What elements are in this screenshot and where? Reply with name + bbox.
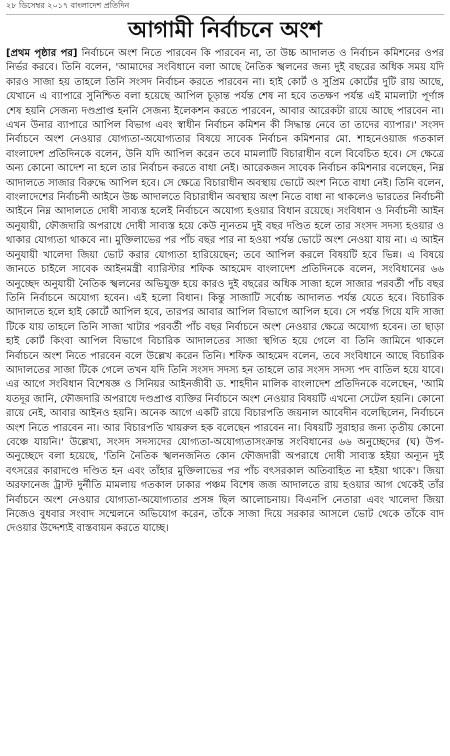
page-topline: ২৮ ডিসেম্বর ২০১৭ বাংলাদেশ প্রতিদিন — [6, 0, 444, 15]
continuation-marker: [প্রথম পৃষ্ঠার পর] — [6, 48, 78, 59]
article-body — [6, 47, 444, 753]
article-text: নির্বাচনে অংশ নিতে পারবেন কি পারবেন না, তা উচ্চ আদালত ও নির্বাচন কমিশনের ওপর নির্ভর করবে। তিনি বলেন, 'আমাদের সংবিধানে বলা আছে নৈতিক স্খলনের জন্য দুই বছরের অধিক সময় যদি কারও সাজা হয় তাহলে তিনি সংসদ নির্বাচন করতে পারবেন না। হাই কোর্ট ও সুপ্রিম কোর্টের দুটি রায় আছে, যেখানে এ ব্যাপারে সুনিশ্চিত বলা হয়েছে আপিল চূড়ান্ত পর্যন্ত শেষ না হবে ততক্ষণ পর্যন্ত এই মামলাটা পূর্ণাঙ্গ শেষ হয়নি সেজন্য দণ্ডপ্রাপ্ত হননি সেজন্য ইলেকশন করতে পারবেন, আবার আরেকটা রায়ে আছে পারবেন না। এখন উনার ব্যাপারে আপিল বিভাগ এবং স্বাধীন নির্বাচন কমিশন কী সিদ্ধান্ত নেবে তা তাদের ব্যাপার।' সংসদ নির্বাচনে অংশ নেওয়ার যোগ্যতা-অযোগ্যতার বিষয়ে সাবেক নির্বাচন কমিশনার মো. শাহনেওয়াজ গতকাল বাংলাদেশ প্রতিদিনকে বলেন, উনি যদি আপিল করেন তবে মামলাটি বিচারাধীন বলে বিবেচিত হবে। সে ক্ষেত্রে অন্য কোনো আদেশ না হলে তার নির্বাচন করতে বাধা নেই। আরেকজন সাবেক নির্বাচন কমিশনার বলেছেন, নিম্ন আদালতে সাজার বিরুদ্ধে আপিল হবে। সে ক্ষেত্রে বিচারাধীন অবস্থায় ভোটে অংশ নিতে বাধা নেই। তিনি বলেন, বাংলাদেশের নির্বাচনী আইনে উচ্চ আদালতে বিচারাধীন অবস্থায় অংশ নিতে বাধা না থাকলেও ভারতের নির্বাচনী আইনে নিম্ন আদালতে দোষী সাব্যস্ত হলেই নির্বাচনে অযোগ্য হওয়ার বিধান রয়েছে। সংবিধান ও নির্বাচনী আইন অনুযায়ী, ফৌজদারি অপরাধে দোষী সাব্যস্ত হয়ে কেউ ন্যূনতম দুই বছর দণ্ডিত হলে তার সংসদ সদস্য হওয়ার ও থাকার যোগ্যতা থাকবে না। মুক্তিলাভের পর পাঁচ বছর পার না হওয়া পর্যন্ত ভোটে অংশ নেওয়া যায় না। এ আইন অনুযায়ী খালেদা জিয়া ভোট করার যোগ্যতা হারিয়েছেন; তবে আপিল করলে বিষয়টি হবে ভিন্ন। এ বিষয়ে জানতে চাইলে সাবেক আইনমন্ত্রী ব্যারিস্টার শফিক আহমেদ বাংলাদেশ প্রতিদিনকে বলেন, সংবিধানের ৬৬ অনুচ্ছেদ অনুযায়ী নৈতিক স্খলনের অভিযুক্ত হয়ে কারও দুই বছরের অধিক সাজা হলে সাজার পরবর্তী পাঁচ বছর তিনি নির্বাচনে অযোগ্য হবেন। এই হলো বিধান। কিন্তু সাজাটি সর্বোচ্চ আদালত পর্যন্ত যেতে হবে। বিচারিক আদালতে হলে হাই কোর্টে আপিল হবে, তারপর আবার আপিল বিভাগে আপিল হবে। সে পর্যন্ত গিয়ে যদি সাজা টিকে যায় তাহলে তিনি সাজা খাটার পরবর্তী পাঁচ বছর নির্বাচনে অংশ নেওয়ার ক্ষেত্রে অযোগ্য হবেন। তা ছাড়া হাই কোর্ট কিংবা আপিল বিভাগে বিচারিক আদালতের সাজা স্থগিত হয়ে গেলে বা তিনি জামিনে থাকলে নির্বাচনে অংশ নিতে পারবেন বলে উল্লেখ করেন তিনি। শফিক আহমেদ বলেন, তবে সংবিধানে আছে বিচারিক আদালতের সাজা টিকে গেলে তখন যদি তিনি সংসদ সদস্য হন তাহলে তার সংসদ সদস্য পদ বাতিল হয়ে যাবে। এর আগে সংবিধান বিশেষজ্ঞ ও সিনিয়র আইনজীবী ড. শাহদীন মালিক বাংলাদেশ প্রতিদিনকে বলেছেন, 'আমি যতদূর জানি, ফৌজদারি অপরাধে দণ্ডপ্রাপ্ত ব্যক্তির নির্বাচনে অংশ নেওয়ার বিষয়টি এখনো সেটেল হয়নি। কোনো রায়ে নেই, আবার আইনও হয়নি। অনেক আগে একটি রায়ে বিচারপতি জয়নাল আবেদীন বলেছিলেন, নির্বাচনে অংশ নিতে পারবেন না। আর বিচারপতি খায়রুল হক বলেছেন পারবেন না। বিষয়টি সুরাহার জন্য তৃতীয় কোনো বেঞ্চে যায়নি।' উল্লেখ্য, সংসদ সদস্যদের যোগ্যতা-অযোগ্যতাসংক্রান্ত সংবিধানের ৬৬ অনুচ্ছেদের (ঘ) উপ-অনুচ্ছেদে বলা হয়েছে, 'তিনি নৈতিক স্খলনজনিত কোন ফৌজদারী অপরাধে দোষী সাব্যস্ত হইয়া অন্যূন দুই বৎসরের কারাদণ্ডে দণ্ডিত হন এবং তাঁহার মুক্তিলাভের পর পাঁচ বৎসরকাল অতিবাহিত না হইয়া থাকে'। জিয়া অরফানেজ ট্রাস্ট দুর্নীতি মামলায় গতকাল ঢাকার পঞ্চম বিশেষ জজ আদালতে রায় হওয়ার আগ থেকেই তাঁর নির্বাচনে অংশ নেওয়ার যোগ্যতা-অযোগ্যতার প্রসঙ্গ ছিল আলোচনায়। বিএনপি নেতারা এবং খালেদা জিয়া নিজেও বুধবার সংবাদ সম্মেলনে অভিযোগ করেন, তাঁকে সাজা দিয়ে সরকার আসলে ভোট থেকে তাঁকে বাদ দেওয়ার উদ্দেশ্যই বাস্তবায়ন করতে যাচ্ছে। — [6, 48, 444, 535]
article-paragraph — [6, 47, 444, 537]
article-headline: আগামী নির্বাচনে অংশ — [128, 18, 322, 43]
